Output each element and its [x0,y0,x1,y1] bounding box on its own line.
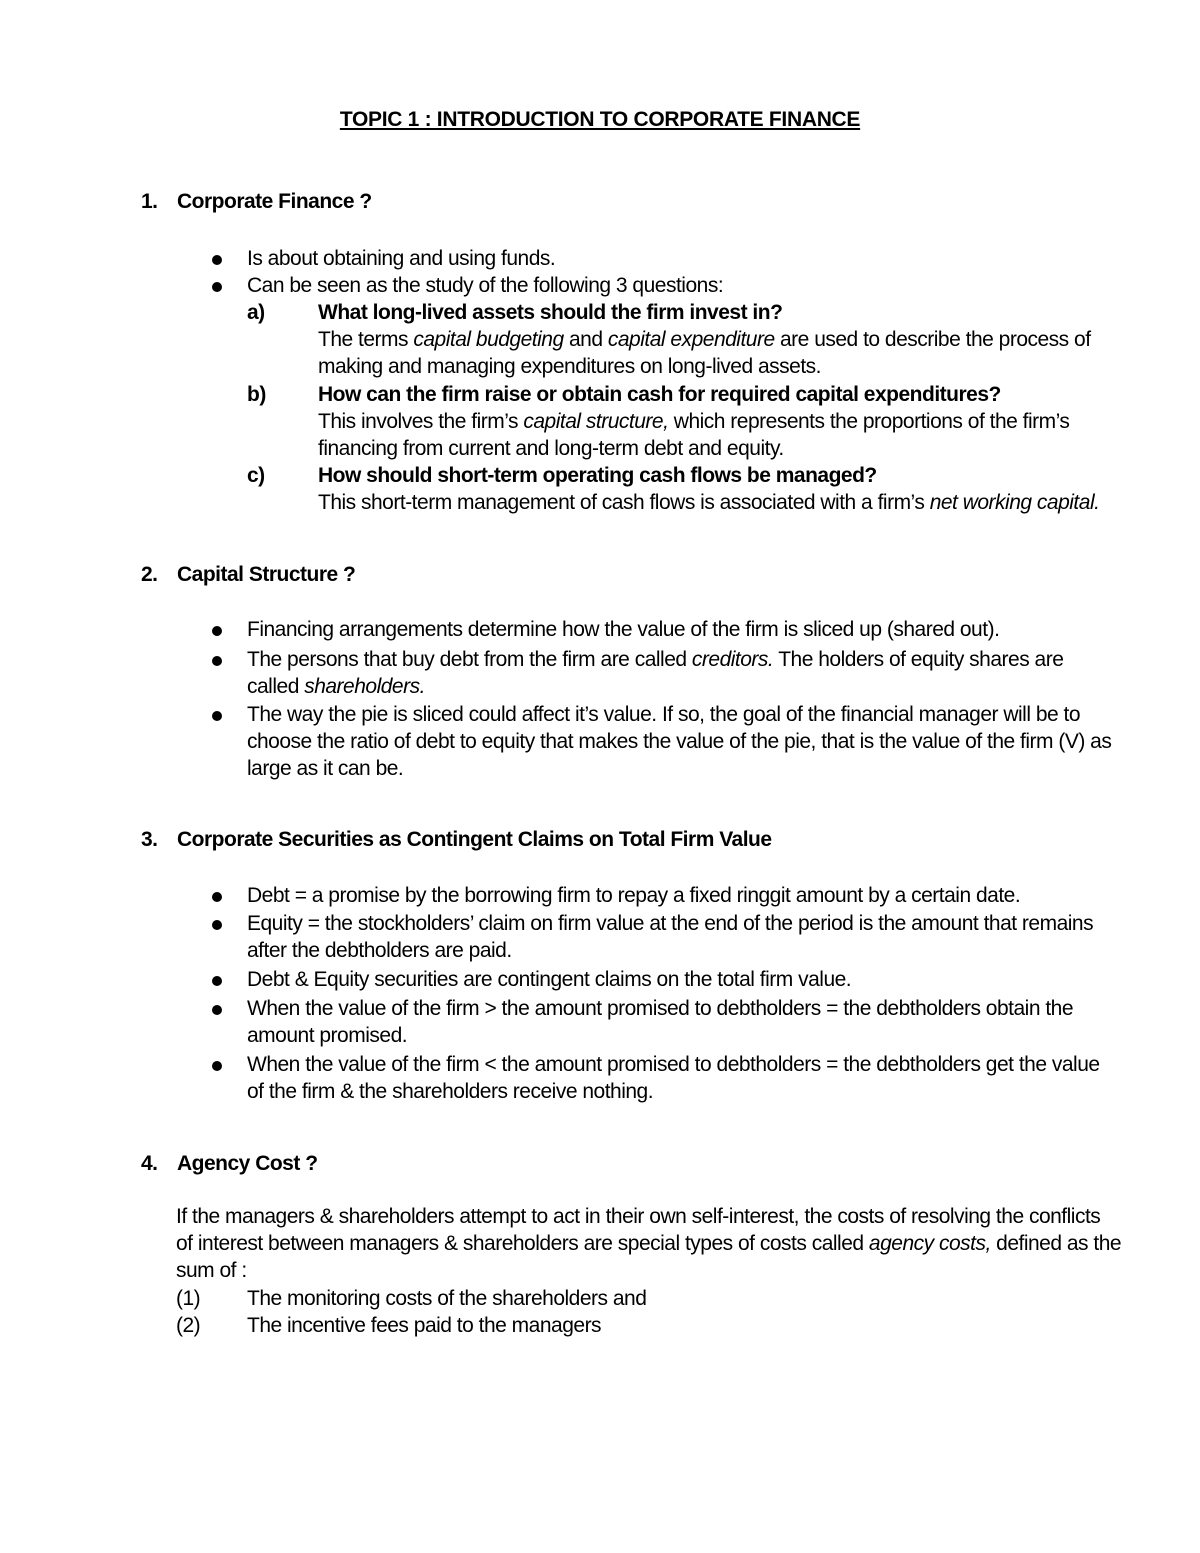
text-run: called [247,675,305,698]
section-heading: Corporate Finance ? [177,190,372,213]
bullet-text: Debt = a promise by the borrowing firm to repay a fixed ringgit amount by a certain date. [247,884,1021,907]
list-item: The monitoring costs of the shareholders and [247,1287,647,1310]
bullet-text: The way the pie is sliced could affect it’s value. If so, the goal of the financial manager will be to [247,703,1081,726]
list-number: (1) [176,1287,201,1310]
bullet-text: Is about obtaining and using funds. [247,247,556,270]
bullet-text: of the firm & the shareholders receive nothing. [247,1080,654,1103]
bullet-icon [212,892,222,902]
bullet-text [247,673,425,700]
bullet-icon [212,1061,222,1071]
question-text: How can the firm raise or obtain cash for required capital expenditures? [318,383,1001,406]
section-1-heading-row [0,188,1200,215]
page-title: TOPIC 1 : INTRODUCTION TO CORPORATE FINANCE [339,108,861,131]
bullet-text: Equity = the stockholders’ claim on firm value at the end of the period is the amount that remains [247,912,1094,935]
bullet-icon [212,282,222,292]
italic-term: capital expenditure [607,328,775,351]
question-explanation: financing from current and long-term debt and equity. [318,437,784,460]
question-text: What long-lived assets should the firm invest in? [318,301,783,324]
text-run: and [563,328,608,351]
bullet-icon [212,711,222,721]
text-run: The persons that buy debt from the firm are called [247,648,692,671]
bullet-icon [212,1005,222,1015]
text-run: of interest between managers & shareholders are special types of costs called [176,1232,869,1255]
paragraph-text: If the managers & shareholders attempt to act in their own self-interest, the costs of resolving the conflicts [176,1205,1101,1228]
section-heading: Capital Structure ? [177,563,356,586]
italic-term: capital structure, [523,410,669,433]
italic-term: capital budgeting [413,328,564,351]
section-4-heading-row [0,1150,1200,1177]
question-explanation [318,326,1091,353]
section-number: 3. [141,828,158,851]
bullet-text [247,646,1063,673]
question-label: c) [247,464,265,487]
bullet-icon [212,626,222,636]
section-3-heading-row [0,826,1200,853]
question-label: a) [247,301,265,324]
bullet-text: When the value of the firm > the amount promised to debtholders = the debtholders obtain the [247,997,1074,1020]
text-run: are used to describe the process of [774,328,1091,351]
bullet-icon [212,656,222,666]
question-explanation [318,489,1099,516]
bullet-text: amount promised. [247,1024,408,1047]
question-label: b) [247,383,266,406]
bullet-text: Financing arrangements determine how the value of the firm is sliced up (shared out). [247,618,1000,641]
section-number: 1. [141,190,158,213]
bullet-icon [212,976,222,986]
bullet-icon [212,920,222,930]
text-run: The holders of equity shares are [773,648,1064,671]
bullet-text: large as it can be. [247,757,404,780]
question-explanation [318,408,1069,435]
bullet-icon [212,255,222,265]
section-heading: Corporate Securities as Contingent Claims on Total Firm Value [177,828,772,851]
section-2-heading-row [0,561,1200,588]
list-item: The incentive fees paid to the managers [247,1314,602,1337]
text-run: This involves the firm’s [318,410,524,433]
italic-term: shareholders. [304,675,425,698]
text-run: This short-term management of cash flows is associated with a firm’s [318,491,930,514]
italic-term: creditors. [691,648,774,671]
text-run: The terms [318,328,414,351]
list-number: (2) [176,1314,201,1337]
bullet-text: choose the ratio of debt to equity that makes the value of the pie, that is the value of the firm (V) as [247,730,1112,753]
text-run: which represents the proportions of the firm’s [668,410,1070,433]
bullet-text: after the debtholders are paid. [247,939,512,962]
text-run: defined as the [990,1232,1122,1255]
question-text: How should short-term operating cash flows be managed? [318,464,877,487]
question-explanation: making and managing expenditures on long-lived assets. [318,355,821,378]
section-number: 2. [141,563,158,586]
italic-term: agency costs, [868,1232,991,1255]
paragraph-text [176,1230,1121,1257]
bullet-text: When the value of the firm < the amount promised to debtholders = the debtholders get the value [247,1053,1100,1076]
section-number: 4. [141,1152,158,1175]
italic-term: net working capital. [929,491,1100,514]
section-heading: Agency Cost ? [177,1152,318,1175]
bullet-text: Can be seen as the study of the following 3 questions: [247,274,724,297]
paragraph-text: sum of : [176,1259,247,1282]
bullet-text: Debt & Equity securities are contingent claims on the total firm value. [247,968,852,991]
